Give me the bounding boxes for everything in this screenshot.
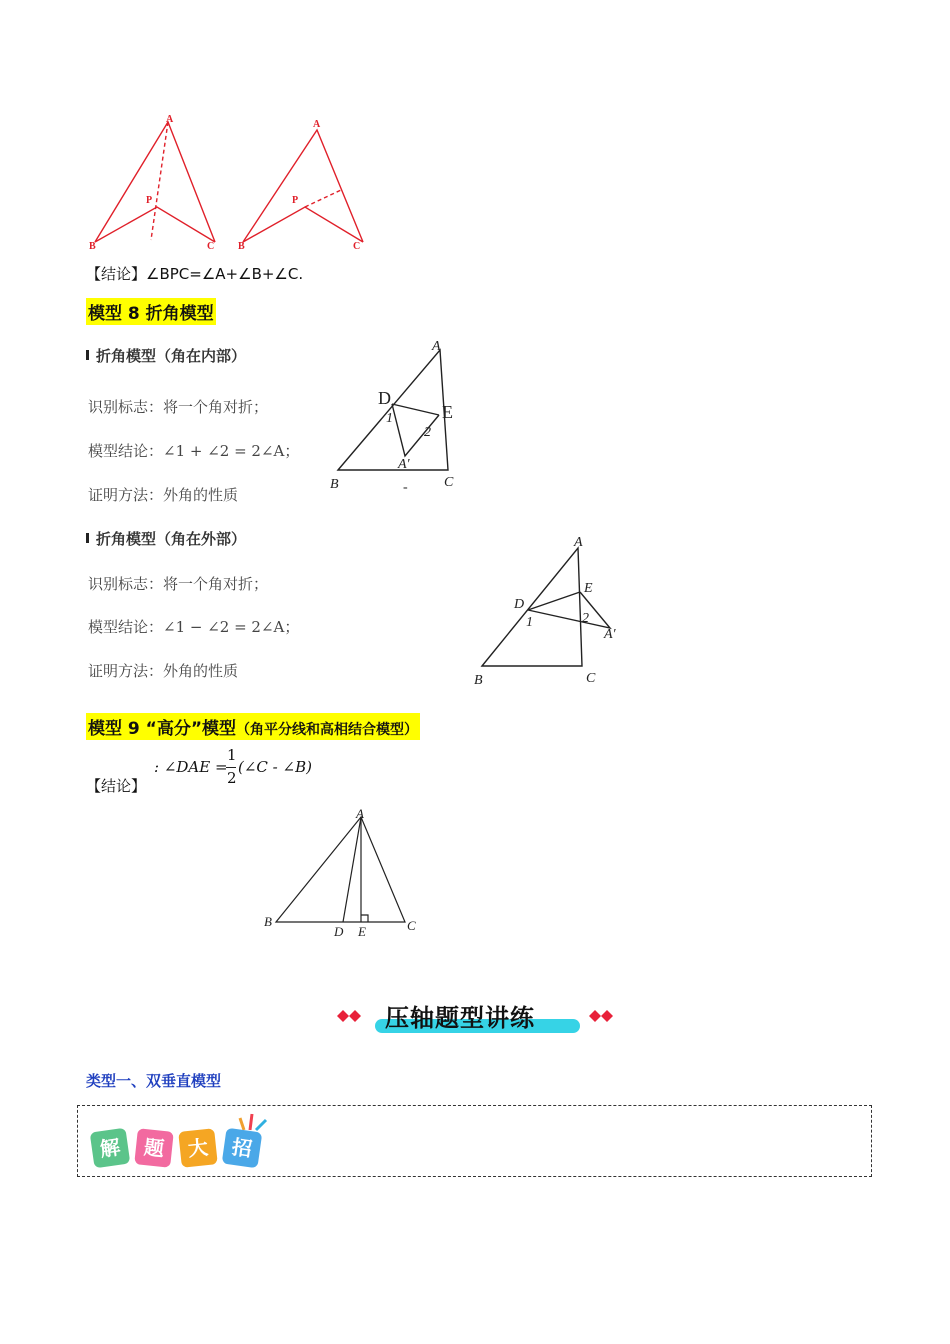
label-a: A	[432, 339, 441, 354]
label-a-prime: A′	[398, 457, 410, 472]
inner-line2: 模型结论：∠1 + ∠2 = 2∠A；	[88, 442, 300, 460]
label-e: E	[442, 402, 453, 422]
label-e: E	[358, 924, 366, 939]
label-a: A	[574, 535, 583, 550]
label-d: D	[514, 597, 525, 612]
formula-bar	[226, 767, 236, 768]
label-e: E	[584, 581, 593, 596]
conclusion-text: ∠BPC=∠A+∠B+∠C.	[146, 265, 304, 283]
diamond-icon	[335, 1008, 365, 1024]
formula-den: 2	[227, 769, 237, 787]
label-b: B	[238, 241, 245, 252]
label-d: D	[378, 388, 391, 408]
label-c: C	[444, 475, 454, 490]
tips-box	[77, 1105, 872, 1177]
bullet	[86, 350, 89, 360]
outer-heading: 折角模型（角在外部）	[96, 530, 247, 548]
bullet	[86, 533, 89, 543]
label-c: C	[586, 671, 596, 686]
label-p: P	[292, 195, 299, 206]
model9-title-text: 模型 9 “高分”模型	[88, 719, 237, 739]
conclusion-prefix: 【结论】	[86, 265, 147, 283]
label-c: C	[353, 241, 361, 252]
label-b: B	[89, 241, 96, 252]
label-b: B	[264, 914, 272, 929]
label-c: C	[207, 241, 215, 252]
label-1: 1	[386, 411, 393, 426]
model9-conclusion-label: 【结论】	[86, 777, 147, 795]
label-dot: -	[403, 480, 408, 495]
label-a: A	[166, 114, 174, 125]
formula-rhs: (∠C - ∠B)	[238, 758, 312, 776]
label-b: B	[474, 673, 483, 688]
banner	[335, 995, 620, 1040]
outer-line3: 证明方法：外角的性质	[88, 662, 239, 680]
fig-angle-sum-triangles	[85, 112, 375, 257]
label-2: 2	[582, 611, 589, 626]
diamond-icon	[587, 1008, 617, 1024]
model9-title	[86, 713, 420, 740]
label-b: B	[330, 477, 339, 492]
outer-line1: 识别标志：将一个角对折；	[88, 575, 269, 593]
formula-num: 1	[227, 746, 237, 764]
model8-title: 模型 8 折角模型	[86, 298, 216, 325]
label-2: 2	[424, 425, 431, 440]
type1-title: 类型一、双垂直模型	[86, 1072, 222, 1090]
badge	[90, 1112, 270, 1172]
label-d: D	[334, 924, 344, 939]
conclusion-line	[86, 263, 303, 284]
banner-title: 压轴题型讲练	[385, 1004, 535, 1032]
formula-lhs: : ∠DAE =	[154, 758, 228, 776]
sparkle-icon	[238, 1112, 278, 1132]
inner-heading: 折角模型（角在内部）	[96, 347, 247, 365]
label-c: C	[407, 918, 416, 933]
badge-char-jie: 解	[90, 1128, 131, 1169]
inner-line1: 识别标志：将一个角对折；	[88, 398, 269, 416]
fig-fold-inner	[328, 336, 468, 496]
label-a: A	[313, 119, 321, 130]
fig-altitude-bisector	[258, 805, 428, 940]
model9-subtitle: （角平分线和高相结合模型）	[236, 722, 419, 738]
inner-line3: 证明方法：外角的性质	[88, 486, 239, 504]
badge-char-da: 大	[178, 1128, 218, 1168]
outer-line2: 模型结论：∠1 − ∠2 = 2∠A；	[88, 618, 300, 636]
label-p: P	[146, 195, 153, 206]
fig-fold-outer	[470, 530, 630, 690]
label-a: A	[356, 806, 364, 821]
badge-char-ti: 题	[134, 1128, 174, 1168]
label-1: 1	[526, 615, 533, 630]
label-a-prime: A′	[604, 627, 616, 642]
badge-char-zhao: 招	[222, 1128, 263, 1169]
